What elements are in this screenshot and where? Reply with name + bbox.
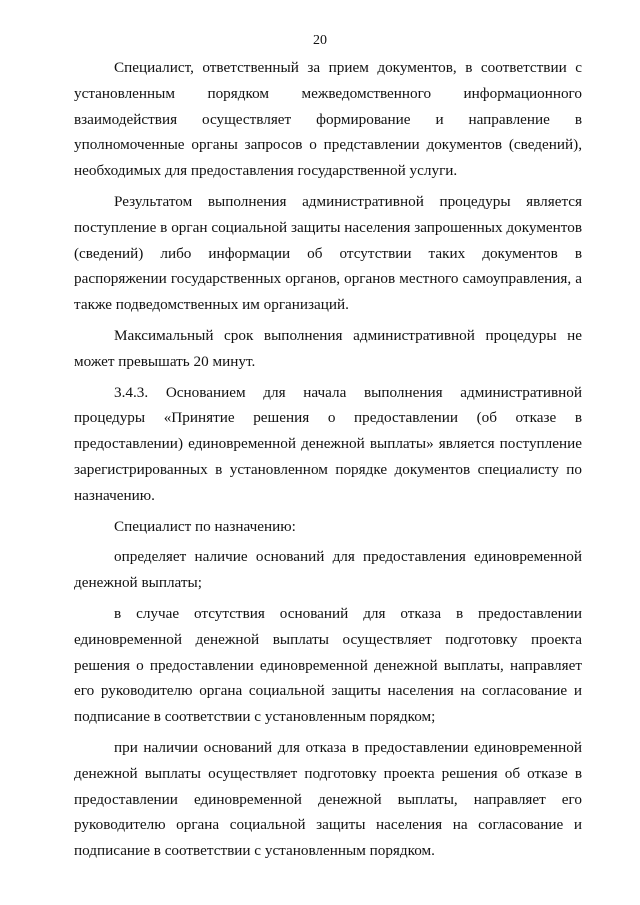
paragraph-request-formation: Специалист, ответственный за прием документов, в соответствии с установленным порядком межведомственного информационного взаимодействия осуществляет формирование и направление в уполномоченные органы запросов о представлении документов (сведений), необходимых для предоставления государственной услуги. [74, 59, 582, 180]
paragraph-procedure-result: Результатом выполнения административной процедуры является поступление в орган социальной защиты населения запрошенных документов (сведений) либо информации об отсутствии таких документов в распоряжении государственных органов, органов местного самоуправления, а также подведомственных им организаций. [74, 192, 582, 314]
page-number: 20 [313, 33, 327, 48]
paragraph-grant-decision: в случае отсутствия оснований для отказа в предоставлении единовременной денежной выплаты осуществляет подготовку проекта решения о предоставлении единовременной денежной выплаты, направляет его руководителю органа социальной защиты населения на согласование и подписание в соответствии с установленным порядком; [74, 604, 582, 726]
paragraph-refusal-decision: при наличии оснований для отказа в предоставлении единовременной денежной выплаты осуществляет подготовку проекта решения об отказе в предоставлении единовременной денежной выплаты, направляет его руководителю органа социальной защиты населения на согласование и подписание в соответствии с установленным порядком. [74, 738, 582, 860]
document-body [74, 55, 582, 864]
paragraph-max-duration: Максимальный срок выполнения административной процедуры не может превышать 20 минут. [74, 326, 582, 370]
paragraph-determines-grounds: определяет наличие оснований для предоставления единовременной денежной выплаты; [74, 548, 582, 592]
paragraph-specialist-intro: Специалист по назначению: [114, 517, 296, 535]
paragraph-section-3-4-3: 3.4.3. Основанием для начала выполнения административной процедуры «Принятие решения о предоставлении (об отказе в предоставлении) единовременной денежной выплаты» является поступление зарегистрированных в установленном порядке документов специалисту по назначению. [74, 383, 582, 504]
